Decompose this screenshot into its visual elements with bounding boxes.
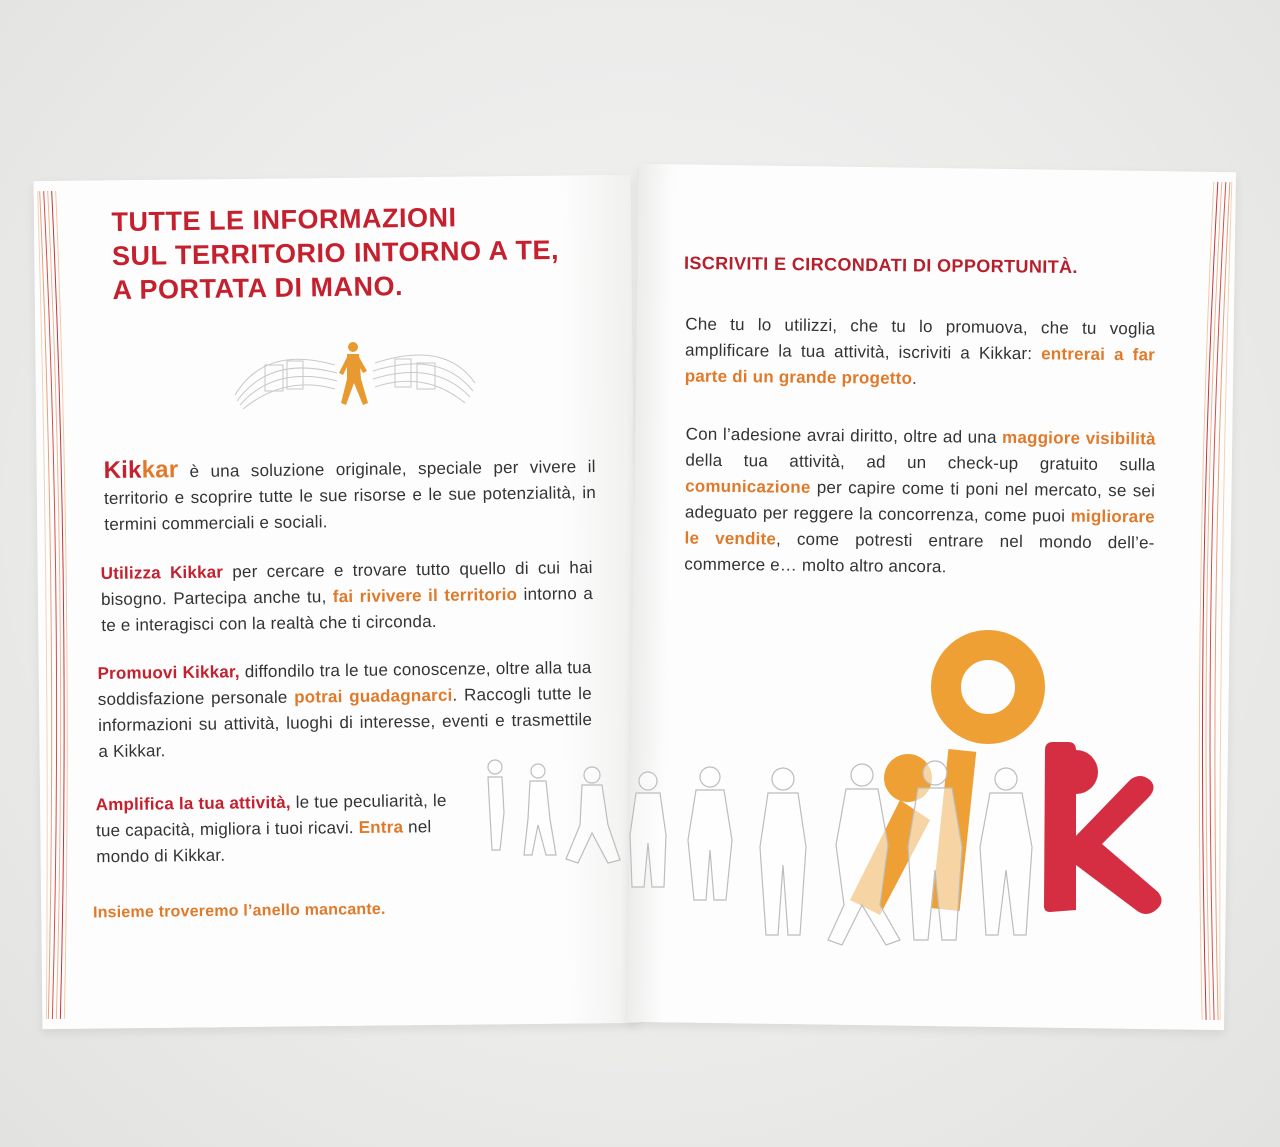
utilizza-text-2: intorno a te e interagisci con la realtà che ti circonda. <box>101 583 594 636</box>
amplifica-text-2: nel mondo di Kikkar. <box>96 817 432 867</box>
closing-line: Insieme troveremo l’anello mancante. <box>92 900 386 922</box>
right-paragraph-2 <box>684 422 1156 583</box>
right-page-title: ISCRIVITI E CIRCONDATI DI OPPORTUNITÀ. <box>683 252 1078 278</box>
promuovi-highlight: potrai guadagnarci <box>294 685 453 707</box>
utilizza-paragraph <box>101 555 594 639</box>
utilizza-highlight: fai rivivere il territorio <box>332 584 518 607</box>
brand-name-part-1: Kik <box>103 456 142 485</box>
intro-text: è una soluzione originale, speciale per vivere il territorio e scoprire tutte le sue risorse e le sue potenzialità, in termini commerciali e sociali. <box>103 456 597 535</box>
right-p1-text: Che tu lo utilizzi, che tu lo promuova, che tu voglia amplificare la tua attività, iscriviti a Kikkar: <box>684 314 1156 364</box>
promuovi-lead: Promuovi Kikkar, <box>97 662 240 684</box>
promuovi-text-1: diffondilo tra le tue conoscenze, oltre alla tua soddisfazione personale <box>97 657 592 710</box>
right-p2-t1: Con l’adesione avrai diritto, oltre ad una <box>685 424 1003 447</box>
right-p2-t3: per capire come ti poni nel mercato, se sei adeguato per reggere la concorrenza, come puoi <box>684 477 1156 526</box>
silhouette-1 <box>488 760 504 850</box>
amplifica-lead: Amplifica la tua attività, <box>95 792 291 815</box>
left-page-title <box>111 199 559 307</box>
amplifica-paragraph <box>96 788 467 871</box>
title-line-2: SUL TERRITORIO INTORNO A TE, <box>111 234 560 272</box>
right-edge-lines-decoration <box>1180 172 1236 1031</box>
right-p2-h2: comunicazione <box>685 476 811 497</box>
left-edge-lines-decoration <box>34 181 83 1029</box>
utilizza-text-1: per cercare e trovare tutto quello di cui hai bisogno. Partecipa anche tu, <box>100 557 593 610</box>
people-silhouettes-illustration <box>480 755 1040 950</box>
intro-paragraph <box>104 452 597 538</box>
right-p2-t4: , come potresti entrare nel mondo dell’e-commerce e… molto altro ancora. <box>684 529 1155 577</box>
promuovi-text-2: . Raccogli tutte le informazioni su attività, luoghi di interesse, eventi e trasmettile a Kikkar. <box>98 683 593 762</box>
right-p2-t2: della tua attività, ad un check-up gratuito sulla <box>685 450 1156 475</box>
promuovi-paragraph <box>97 655 592 765</box>
brand-name-part-2: kar <box>141 456 179 484</box>
walking-figure-illustration <box>225 335 485 425</box>
right-p1-end: . <box>911 368 918 388</box>
title-line-1: TUTTE LE INFORMAZIONI <box>111 202 457 238</box>
amplifica-highlight: Entra <box>358 817 404 838</box>
right-p2-h3: migliorare le vendite <box>684 506 1155 549</box>
title-line-3: A PORTATA DI MANO. <box>112 271 404 306</box>
right-p1-highlight: entrerai a far parte di un grande progetto <box>684 344 1156 388</box>
utilizza-lead: Utilizza Kikkar <box>100 562 224 584</box>
amplifica-text-1: le tue peculiarità, le tue capacità, migliora i tuoi ricavi. <box>95 790 447 841</box>
right-paragraph-1 <box>685 312 1156 395</box>
right-p2-h1: maggiore visibilità <box>1002 427 1156 449</box>
